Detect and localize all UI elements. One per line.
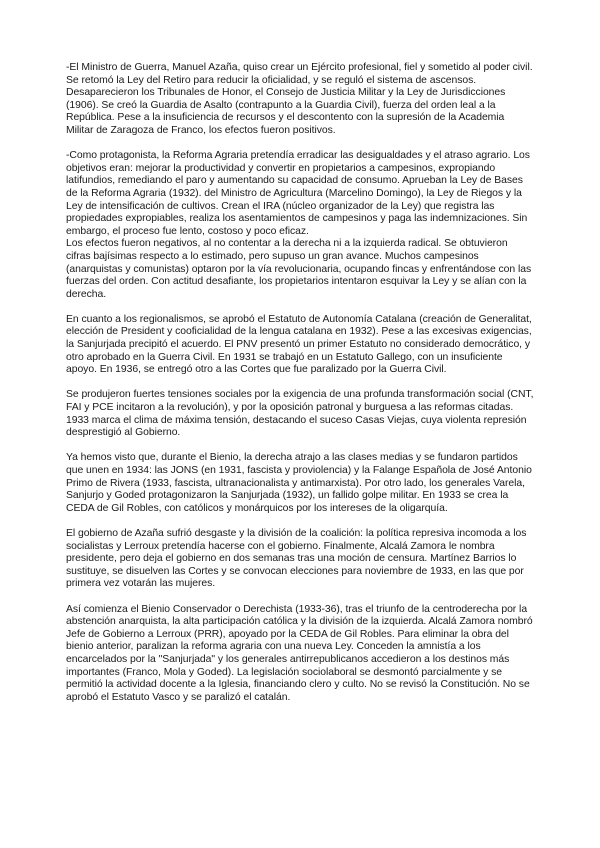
paragraph-right-wing-parties: Ya hemos visto que, durante el Bienio, la derecha atrajo a las clases medias y se fundaron partidos que unen en 1934: las JONS (en 1931, fascista y proviolencia) y la Falange Española de José Antonio Primo de Rivera (1933, fascista, ultranacionalista y antimarxista). Por otro lado, los generales Varela, Sanjurjo y Goded protagonizaron la Sanjurjada (1932), un fallido golpe militar. En 1933 se crea la CEDA de Gil Robles, con católicos y monárquicos por los intereses de la oligarquía. <box>66 452 532 514</box>
paragraph-agrarian-effects: Los efectos fueron negativos, al no contentar a la derecha ni a la izquierda radical. Se obtuvieron cifras bajísimas respecto a lo estimado, pero supuso un gran avance. Muchos campesinos (anarquistas y comunistas) optaron por la vía revolucionaria, ocupando fincas y enfrentándose con las fuerzas del orden. Con actitud desafiante, los propietarios intentaron esquivar la Ley y se alían con la derecha. <box>66 238 532 300</box>
paragraph-military-reform: -El Ministro de Guerra, Manuel Azaña, quiso crear un Ejército profesional, fiel y sometido al poder civil. Se retomó la Ley del Retiro para reducir la oficialidad, y se reguló el sistema de ascensos. Desaparecieron los Tribunales de Honor, el Consejo de Justicia Militar y la Ley de Jurisdicciones (1906). Se creó la Guardia de Asalto (contrapunto a la Guardia Civil), fuerza del orden leal a la República. Pese a la insuficiencia de recursos y el descontento con la supresión de la Academia Militar de Zaragoza de Franco, los efectos fueron positivos. <box>66 62 533 136</box>
paragraph-conservative-biennium: Así comienza el Bienio Conservador o Derechista (1933-36), tras el triunfo de la centroderecha por la abstención anarquista, la alta participación católica y la división de la izquierda. Alcalá Zamora nombró Jefe de Gobierno a Lerroux (PRR), apoyado por la CEDA de Gil Robles. Para eliminar la obra del bienio anterior, paralizan la reforma agraria con una nueva Ley. Conceden la amnistía a los encarcelados por la "Sanjurjada" y los generales antirrepublicanos accedieron a los destinos más importantes (Franco, Mola y Goded). La legislación sociolaboral se desmontó parcialmente y se permitió la actividad docente a la Iglesia, financiando clero y culto. No se revisó la Constitución. No se aprobó el Estatuto Vasco y se paralizó el catalán. <box>66 603 533 703</box>
paragraph-regionalisms: En cuanto a los regionalismos, se aprobó el Estatuto de Autonomía Catalana (creación de Generalitat, elección de President y cooficialidad de la lengua catalana en 1932). Pese a las excesivas exigencias, la Sanjurjada precipitó el acuerdo. El PNV presentó un primer Estatuto no considerado democrático, y otro aprobado en la Guerra Civil. En 1931 se trabajó en un Estatuto Gallego, con un insuficiente apoyo. En 1936, se entregó otro a las Cortes que fue paralizado por la Guerra Civil. <box>66 313 532 376</box>
paragraph-agrarian-reform: -Como protagonista, la Reforma Agraria pretendía erradicar las desigualdades y el atraso agrario. Los objetivos eran: mejorar la productividad y convertir en propietarios a campesinos, expropiando latifundios, remediando el paro y aumentando su capacidad de consumo. Aprueban la Ley de Bases de la Reforma Agraria (1932). del Ministro de Agricultura (Marcelino Domingo), la Ley de Riegos y la Ley de intensificación de cultivos. Crean el IRA (núcleo organizador de la Ley) que registra las propiedades expropiables, realiza los asentamientos de campesinos y paga las indemnizaciones. Sin embargo, el proceso fue lento, costoso y poco eficaz. <box>66 150 530 237</box>
document-body <box>66 62 534 717</box>
paragraph-social-tensions: Se produjeron fuertes tensiones sociales por la exigencia de una profunda transformación social (CNT, FAI y PCE incitaron a la revolución), y por la oposición patronal y burguesa a las reformas citadas. 1933 marca el clima de máxima tensión, destacando el suceso Casas Viejas, cuya violenta represión desprestigió al Gobierno. <box>66 389 534 439</box>
paragraph-azana-government: El gobierno de Azaña sufrió desgaste y la división de la coalición: la política represiva incomoda a los socialistas y Lerroux pretendía hacerse con el gobierno. Finalmente, Alcalá Zamora le nombra presidente, pero deja el gobierno en dos semanas tras una moción de censura. Martínez Barrios lo sustituye, se disuelven las Cortes y se convocan elecciones para noviembre de 1933, en las que por primera vez votarán las mujeres. <box>66 527 527 590</box>
